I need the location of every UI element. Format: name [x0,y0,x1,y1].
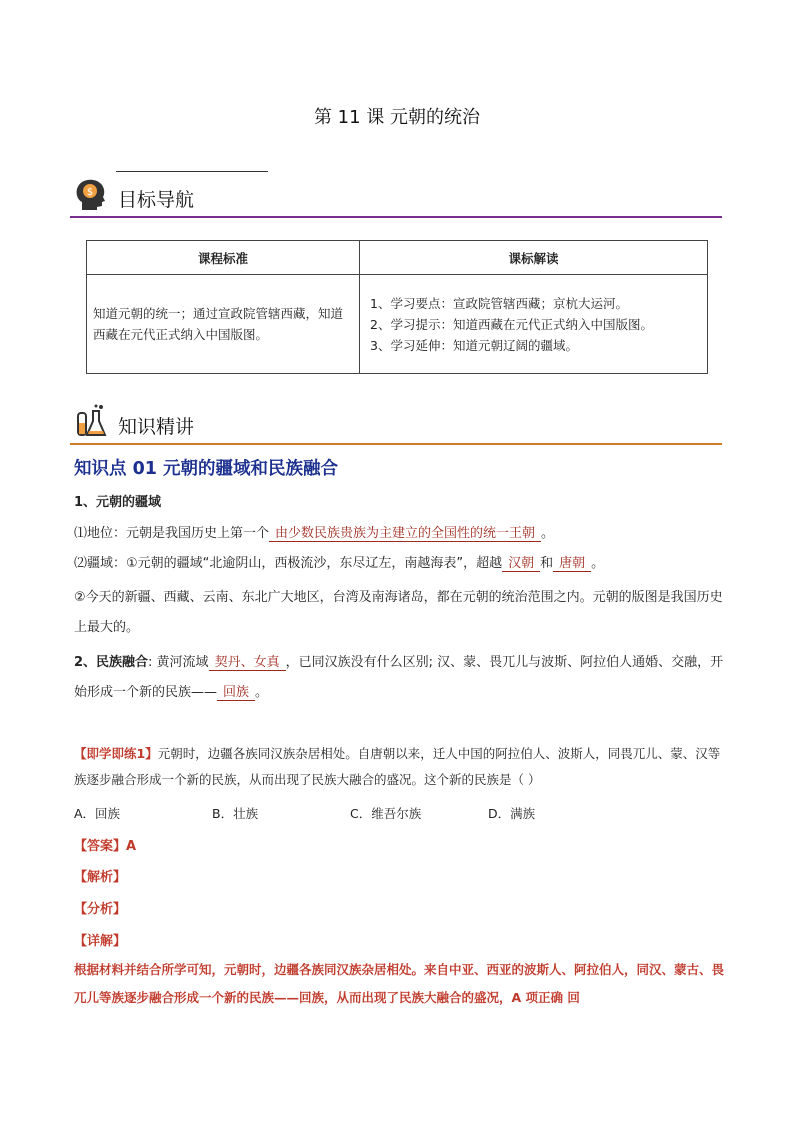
analysis-label: 【解析】 [74,870,127,885]
paragraph-ethnic-fusion [74,648,724,708]
table-cell-interpretation [360,275,708,374]
option-c[interactable]: C．维吾尔族 [350,806,422,821]
answer-blank: 契丹、女真 [209,655,286,671]
knowledge-point-heading: 知识点 01 元朝的疆域和民族融合 [74,459,339,479]
interpretation-item: 2、学习提示：知道西藏在元代正式纳入中国版图。 [370,316,653,332]
answer-blank: 汉朝 [502,556,540,572]
paragraph-status [74,522,724,546]
option-b[interactable]: B．壮族 [212,806,259,821]
paragraph-territory-extent: ②今天的新疆、西藏、云南、东北广大地区，台湾及南海诸岛，都在元朝的统治范围之内。元朝的版图是我国历史上最大的。 [74,590,723,635]
answer-label: 【答案】A [74,839,137,854]
exercise-options [74,801,726,827]
standards-table [86,240,708,374]
text: ，已同汉族没有什么区别; 汉、蒙、畏兀儿与波斯、阿拉伯人通婚、交融，开始形成一个新的民族—— [74,655,724,700]
table-header-interpretation: 课标解读 [360,241,708,275]
question-text: 元朝时，边疆各族同汉族杂居相处。自唐朝以来，迁人中国的阿拉伯人、波斯人，同畏兀儿、蒙、汉等族逐步融合形成一个新的民族，从而出现了民族大融合的盛况。这个新的民族是（ ） [74,746,721,787]
option-a[interactable]: A．回族 [74,806,121,821]
section-top-rule [116,171,268,172]
text: 。 [541,526,555,541]
text: 。 [591,556,605,571]
text: ⑵疆域：①元朝的疆域“北逾阴山，西极流沙，东尽辽左，南越海表”，超越 [74,556,503,571]
text: 和 [540,556,554,571]
subheading-territory: 1、元朝的疆域 [74,495,162,510]
flask-icon [72,403,110,441]
interpretation-item: 1、学习要点：宣政院管辖西藏；京杭大运河。 [370,295,628,311]
paragraph-territory [74,552,724,576]
answer-blank: 回族 [217,685,255,701]
interpretation-item: 3、学习延伸：知道元朝辽阔的疆域。 [370,337,578,353]
section-header-goals [70,168,722,218]
label: 2、民族融合 [74,655,149,670]
head-dollar-icon [72,176,110,214]
section-divider [70,216,722,218]
section-header-knowledge [70,395,722,445]
detail-explanation: 根据材料并结合所学可知，元朝时，边疆各族同汉族杂居相处。来自中亚、西亚的波斯人、阿拉伯人，同汉、蒙古、畏兀儿等族逐步融合形成一个新的民族——回族，从而出现了民族大融合的盛况，A 项正确 回 [74,962,725,1005]
text: : 黄河流域 [148,655,209,670]
option-d[interactable]: D．满族 [488,806,536,821]
section-title-goals: 目标导航 [118,189,195,211]
detail-label: 【详解】 [74,934,127,949]
exercise-question [74,741,726,793]
fenxi-label: 【分析】 [74,902,127,917]
text: 。 [255,685,269,700]
text: ⑴地位：元朝是我国历史上第一个 [74,526,270,541]
table-header-standard: 课程标准 [87,241,360,275]
exercise-tag: 【即学即练1】 [74,746,158,761]
svg-text:$: $ [86,187,94,198]
page-title: 第 11 课 元朝的统治 [313,107,481,128]
answer-blank: 唐朝 [553,556,591,572]
section-divider [70,443,722,445]
table-cell-standard: 知道元朝的统一；通过宣政院管辖西藏，知道西藏在元代正式纳入中国版图。 [87,275,360,374]
section-title-knowledge: 知识精讲 [118,416,195,438]
answer-blank: 由少数民族贵族为主建立的全国性的统一王朝 [269,526,541,542]
